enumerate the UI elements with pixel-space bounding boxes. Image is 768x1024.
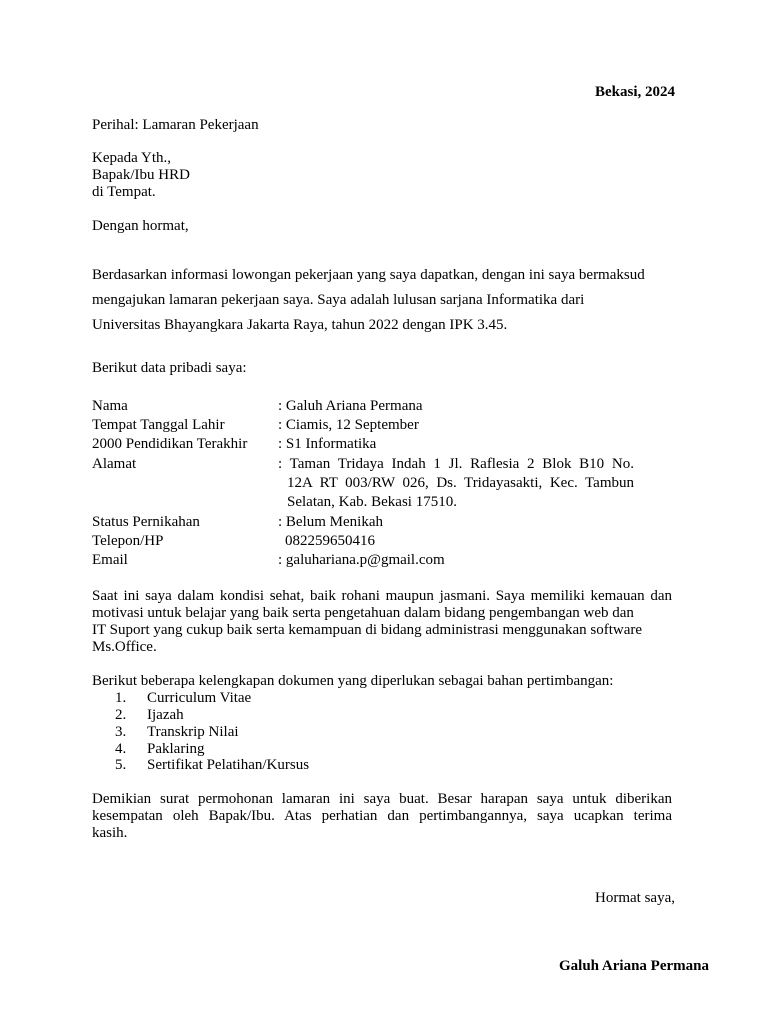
list-number: 3. xyxy=(115,724,127,740)
body-line: IT Suport yang cukup baik serta kemampuan di bidang administrasi menggunakan software xyxy=(92,622,643,638)
address-line: 12A RT 003/RW 026, Ds. Tridayasakti, Kec. Tambun xyxy=(287,475,634,491)
list-item xyxy=(115,741,205,758)
field-value: : galuhariana.p@gmail.com xyxy=(278,552,445,568)
personal-row-email xyxy=(92,552,652,571)
address-value xyxy=(278,456,634,513)
signature-name: Galuh Ariana Permana xyxy=(558,958,709,974)
recipient-line: Bapak/Ibu HRD xyxy=(92,167,190,183)
personal-row-education xyxy=(92,436,652,455)
list-text: Ijazah xyxy=(147,707,184,723)
field-value: 082259650416 xyxy=(285,533,375,549)
valediction: Hormat saya, xyxy=(595,890,675,906)
list-item xyxy=(115,724,239,741)
list-text: Sertifikat Pelatihan/Kursus xyxy=(147,757,310,773)
place-date: Bekasi, 2024 xyxy=(594,84,675,100)
address-line: Selatan, Kab. Bekasi 17510. xyxy=(287,494,457,510)
closing-line: kasih. xyxy=(92,825,128,841)
field-label: Tempat Tanggal Lahir xyxy=(92,417,225,433)
greeting: Dengan hormat, xyxy=(92,218,189,234)
field-value: : Belum Menikah xyxy=(278,514,383,530)
list-item xyxy=(115,690,251,707)
recipient-line: Kepada Yth., xyxy=(92,150,171,166)
personal-row-marital xyxy=(92,514,652,533)
field-label: Nama xyxy=(92,398,128,414)
body-paragraph xyxy=(92,588,672,656)
intro-line: mengajukan lamaran pekerjaan saya. Saya adalah lulusan sarjana Informatika dari xyxy=(92,292,585,308)
documents-intro: Berikut beberapa kelengkapan dokumen yang diperlukan sebagai bahan pertimbangan: xyxy=(92,673,614,689)
personal-row-address xyxy=(92,456,652,513)
field-value: : Galuh Ariana Permana xyxy=(278,398,423,414)
personal-row-phone xyxy=(92,533,652,552)
list-number: 4. xyxy=(115,741,127,757)
closing-paragraph xyxy=(92,791,672,842)
list-item xyxy=(115,707,184,724)
personal-row-birth xyxy=(92,417,652,436)
list-number: 5. xyxy=(115,757,127,773)
subject-line: Perihal: Lamaran Pekerjaan xyxy=(92,117,259,133)
intro-line: Universitas Bhayangkara Jakarta Raya, tahun 2022 dengan IPK 3.45. xyxy=(92,317,508,333)
list-text: Curriculum Vitae xyxy=(147,690,252,706)
list-item xyxy=(115,757,309,774)
closing-line: kesempatan oleh Bapak/Ibu. Atas perhatian dan pertimbangannya, saya ucapkan terima xyxy=(92,808,672,824)
field-label: 2000 Pendidikan Terakhir xyxy=(92,436,248,452)
field-label: Telepon/HP xyxy=(92,533,164,549)
list-number: 1. xyxy=(115,690,127,706)
field-label: Status Pernikahan xyxy=(92,514,200,530)
recipient-line: di Tempat. xyxy=(92,184,156,200)
field-value: : Ciamis, 12 September xyxy=(278,417,419,433)
list-number: 2. xyxy=(115,707,127,723)
address-line: : Taman Tridaya Indah 1 Jl. Raflesia 2 Blok B10 No. xyxy=(278,456,634,472)
personal-row-name xyxy=(92,398,652,417)
field-label: Alamat xyxy=(92,456,137,472)
intro-line: Berdasarkan informasi lowongan pekerjaan yang saya dapatkan, dengan ini saya bermaksud xyxy=(92,267,645,283)
intro-paragraph xyxy=(92,267,675,342)
field-label: Email xyxy=(92,552,128,568)
body-line: Ms.Office. xyxy=(92,639,157,655)
list-text: Paklaring xyxy=(147,741,205,757)
field-value: : S1 Informatika xyxy=(278,436,377,452)
body-line: motivasi untuk belajar yang baik serta pengetahuan dalam bidang pengembangan web dan xyxy=(92,605,634,621)
body-line: Saat ini saya dalam kondisi sehat, baik rohani maupun jasmani. Saya memiliki kemauan dan xyxy=(92,588,672,604)
list-text: Transkrip Nilai xyxy=(147,724,239,740)
personal-data-intro: Berikut data pribadi saya: xyxy=(92,360,247,376)
closing-line: Demikian surat permohonan lamaran ini saya buat. Besar harapan saya untuk diberikan xyxy=(92,791,672,807)
